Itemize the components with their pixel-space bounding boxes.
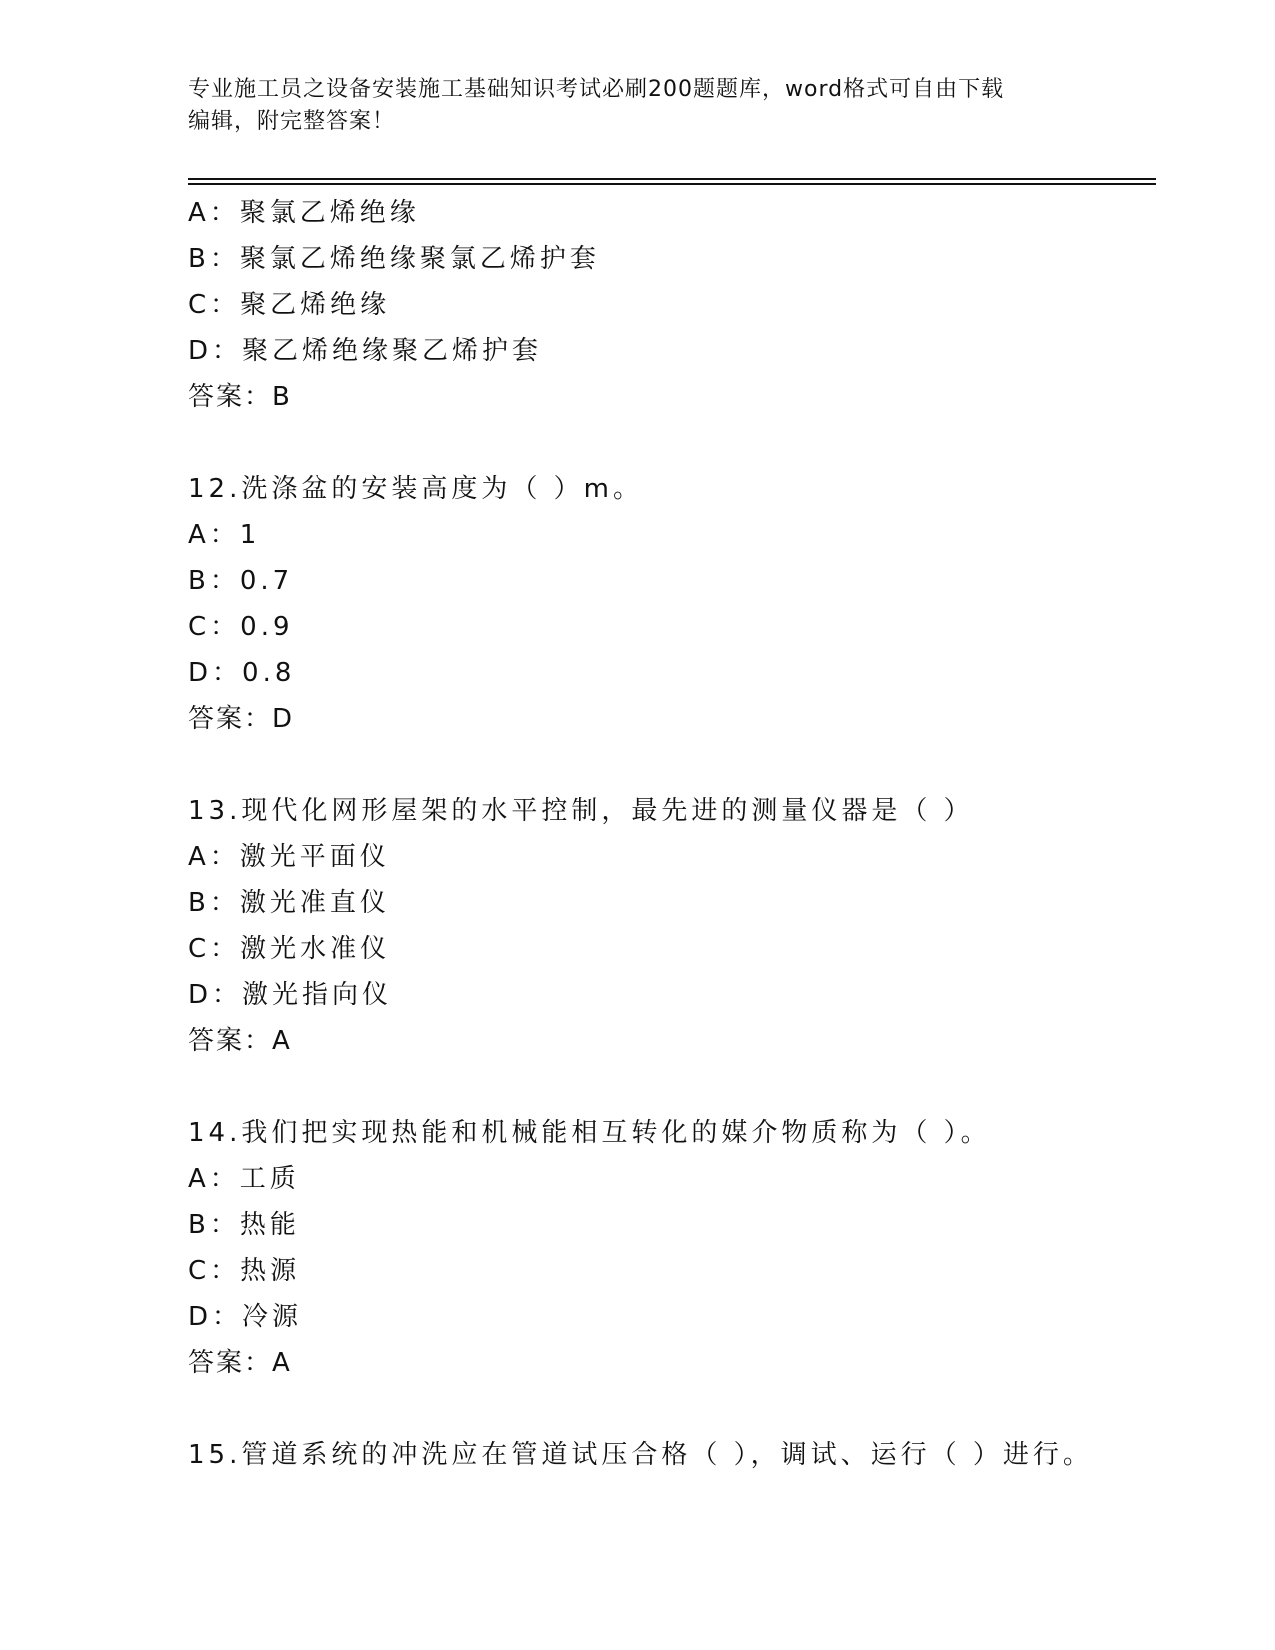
question-14-option-d: D：冷源 bbox=[188, 1302, 303, 1332]
question-13-option-b: B：激光准直仪 bbox=[188, 888, 390, 918]
question-11-option-c: C：聚乙烯绝缘 bbox=[188, 290, 391, 320]
question-14-option-b: B：热能 bbox=[188, 1210, 300, 1240]
question-13-option-d: D：激光指向仪 bbox=[188, 980, 393, 1010]
question-11-option-d: D：聚乙烯绝缘聚乙烯护套 bbox=[188, 336, 543, 366]
question-13-option-c: C：激光水准仪 bbox=[188, 934, 391, 964]
spacer bbox=[188, 420, 1156, 466]
question-11-option-a: A：聚氯乙烯绝缘 bbox=[188, 198, 420, 228]
header-title-line-1: 专业施工员之设备安装施工基础知识考试必刷200题题库，word格式可自由下载 bbox=[188, 77, 1005, 102]
question-14-option-a: A：工质 bbox=[188, 1164, 300, 1194]
question-14-text: 14.我们把实现热能和机械能相互转化的媒介物质称为（ ）。 bbox=[188, 1118, 991, 1148]
question-13-option-a: A：激光平面仪 bbox=[188, 842, 390, 872]
question-12-answer: 答案：D bbox=[188, 704, 295, 734]
question-list bbox=[188, 190, 1156, 1478]
spacer bbox=[188, 1386, 1156, 1432]
question-14-answer: 答案：A bbox=[188, 1348, 292, 1378]
question-13-block bbox=[188, 788, 1156, 1064]
question-12-text: 12.洗涤盆的安装高度为（ ）m。 bbox=[188, 474, 643, 504]
document-header bbox=[188, 74, 1088, 138]
question-15-text: 15.管道系统的冲洗应在管道试压合格（ ），调试、运行（ ）进行。 bbox=[188, 1440, 1093, 1470]
header-divider-top bbox=[188, 178, 1156, 180]
question-13-text: 13.现代化网形屋架的水平控制，最先进的测量仪器是（ ） bbox=[188, 796, 974, 826]
header-title-line-2: 编辑，附完整答案！ bbox=[188, 109, 396, 134]
question-15-block bbox=[188, 1432, 1156, 1478]
question-12-option-d: D：0.8 bbox=[188, 658, 296, 688]
question-12-block bbox=[188, 466, 1156, 742]
question-12-option-a: A：1 bbox=[188, 520, 261, 550]
question-12-option-c: C：0.9 bbox=[188, 612, 294, 642]
spacer bbox=[188, 1064, 1156, 1110]
question-13-answer: 答案：A bbox=[188, 1026, 292, 1056]
question-14-block bbox=[188, 1110, 1156, 1386]
question-11-answer: 答案：B bbox=[188, 382, 292, 412]
question-11-option-b: B：聚氯乙烯绝缘聚氯乙烯护套 bbox=[188, 244, 600, 274]
question-12-option-b: B：0.7 bbox=[188, 566, 294, 596]
question-11-block bbox=[188, 190, 1156, 420]
spacer bbox=[188, 742, 1156, 788]
question-14-option-c: C：热源 bbox=[188, 1256, 301, 1286]
header-divider-bottom bbox=[188, 183, 1156, 185]
